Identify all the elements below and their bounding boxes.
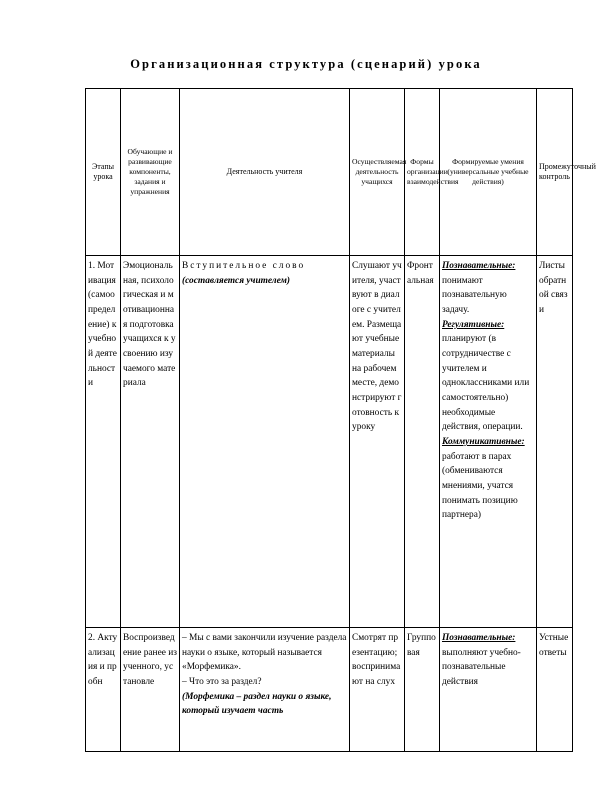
skill-text: выполняют учебно-познавательные действия: [442, 647, 521, 688]
header-stage: Этапы урока: [86, 89, 121, 256]
skill-text: планируют (в сотрудничестве с учителем и одноклассниками или самостоятельно) необходимые действия, операции.: [442, 334, 530, 433]
skill-label: Познавательные:: [442, 633, 516, 643]
header-components: Обучающие и развивающие компоненты, задания и упражнения: [121, 89, 180, 256]
header-students: Осуществляемая деятельность учащихся: [350, 89, 405, 256]
table-row: [86, 628, 573, 752]
teacher-note: (составляется учителем): [182, 275, 291, 286]
skill-text: работают в парах (обмениваются мнениями, учатся понимать позицию партнера): [442, 451, 518, 521]
teacher-line: – Мы с вами закончили изучение раздела науки о языке, который называется «Морфемика».: [182, 633, 347, 673]
stage-cell: 1. Мотивация (самоопределение) к учебной деятельности: [86, 256, 121, 628]
stage-cell: 2. Актуализация и пробн: [86, 628, 121, 752]
skill-label: Регулятивные:: [442, 319, 505, 330]
header-forms: Формы организации взаимодействия: [405, 89, 440, 256]
header-skills: Формируемые умения (универсальные учебные действия): [440, 89, 537, 256]
control-cell: Устные ответы: [537, 628, 573, 752]
header-control: Промежуточный контроль: [537, 89, 573, 256]
header-teacher: Деятельность учителя: [180, 89, 350, 256]
students-cell: Слушают учителя, участвуют в диалоге с учителем. Размещают учебные материалы на рабочем месте, демонстрируют готовность к уроку: [350, 256, 405, 628]
teacher-line: – Что это за раздел?: [182, 677, 262, 688]
skill-label: Коммуникативные:: [442, 437, 525, 448]
skill-label: Познавательные:: [442, 261, 516, 271]
control-cell: Листы обратной связи: [537, 256, 573, 628]
lesson-structure-table: [85, 88, 596, 752]
forms-cell: Групповая: [405, 628, 440, 752]
component-cell: Воспроизведение ранее изученного, установле: [121, 628, 180, 752]
teacher-cell: [180, 628, 350, 752]
forms-cell: Фронтальная: [405, 256, 440, 628]
skill-text: понимают познавательную задачу.: [442, 275, 507, 316]
table-header-row: [86, 89, 573, 256]
skills-cell: [440, 628, 537, 752]
teacher-cell: [180, 256, 350, 628]
teacher-answer: (Морфемика – раздел науки о языке, который изучает часть: [182, 691, 332, 717]
teacher-title: Вступительное слово: [182, 261, 306, 271]
skills-cell: [440, 256, 537, 628]
component-cell: Эмоциональная, психологическая и мотивационная подготовка учащихся к усвоению изучаемого материала: [121, 256, 180, 628]
table-row: [86, 256, 573, 628]
page-title: Организационная структура (сценарий) урока: [130, 57, 482, 71]
students-cell: Смотрят презентацию; воспринимают на слух: [350, 628, 405, 752]
